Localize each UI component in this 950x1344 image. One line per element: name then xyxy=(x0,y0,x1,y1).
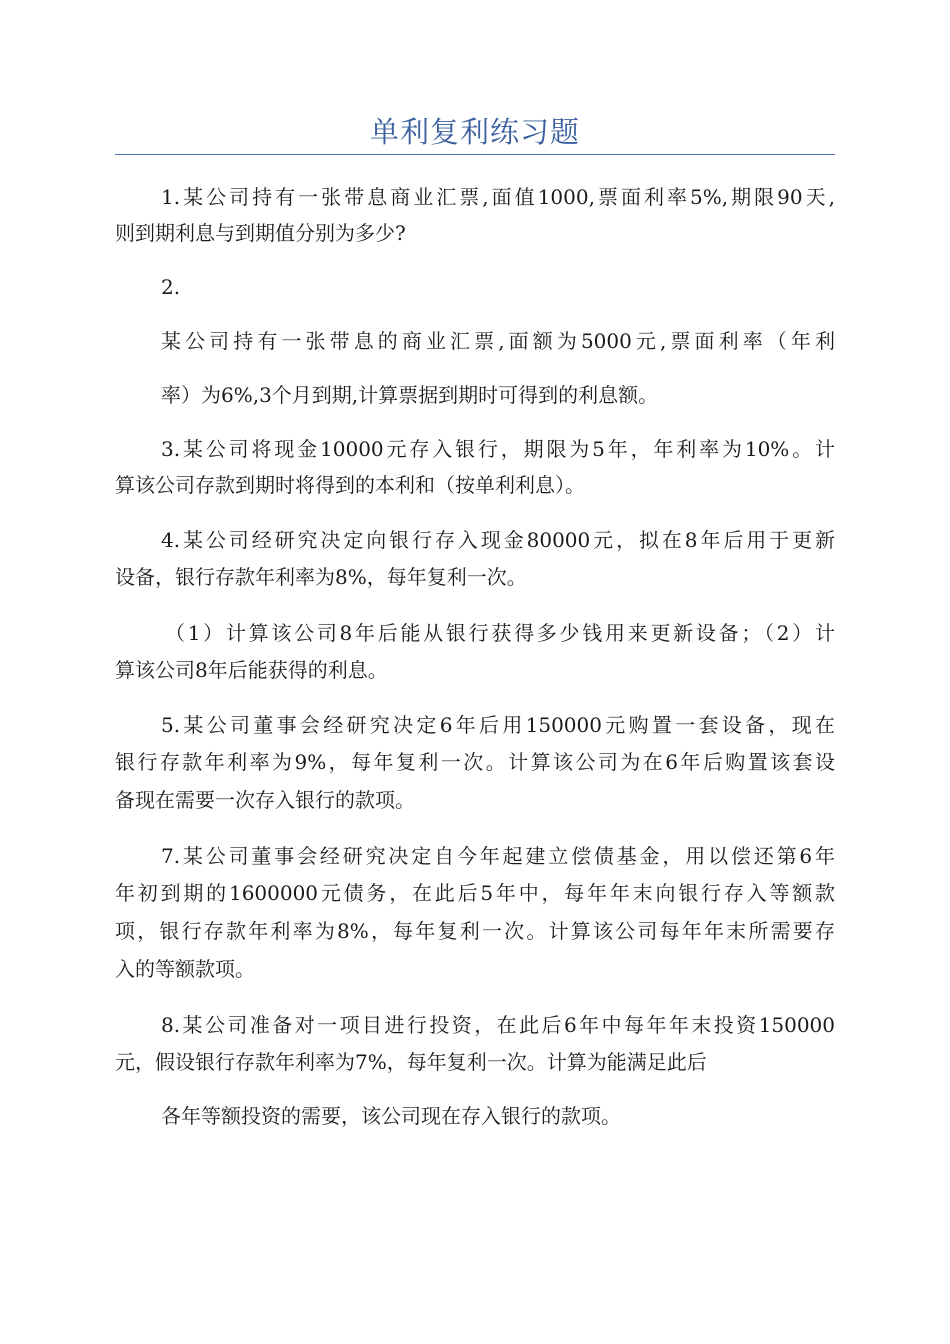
text-line: 某公司持有一张带息的商业汇票,面额为5000元,票面利率（年利 xyxy=(161,329,835,353)
text-line: 项，银行存款年利率为8%，每年复利一次。计算该公司每年年末所需要存 xyxy=(115,919,835,943)
text-line: 8.某公司准备对一项目进行投资，在此后6年中每年年末投资150000 xyxy=(161,1013,835,1037)
document-title: 单利复利练习题 xyxy=(369,115,580,149)
text-line: 5.某公司董事会经研究决定6年后用150000元购置一套设备，现在 xyxy=(161,713,835,737)
text-line: 年初到期的1600000元债务，在此后5年中，每年年末向银行存入等额款 xyxy=(115,881,835,905)
text-line: 2. xyxy=(161,275,181,299)
text-line: 银行存款年利率为9%，每年复利一次。计算该公司为在6年后购置该套设 xyxy=(115,750,835,774)
text-line: 率）为6%,3个月到期,计算票据到期时可得到的利息额。 xyxy=(161,383,659,407)
text-line: 各年等额投资的需要，该公司现在存入银行的款项。 xyxy=(161,1104,621,1128)
text-line: 设备，银行存款年利率为8%，每年复利一次。 xyxy=(115,565,527,589)
text-line: 元，假设银行存款年利率为7%，每年复利一次。计算为能满足此后 xyxy=(115,1050,707,1074)
text-line: 则到期利息与到期值分别为多少? xyxy=(115,221,406,245)
text-line: 4.某公司经研究决定向银行存入现金80000元，拟在8年后用于更新 xyxy=(161,528,835,552)
text-line: （1）计算该公司8年后能从银行获得多少钱用来更新设备；（2）计 xyxy=(165,621,835,645)
text-line: 备现在需要一次存入银行的款项。 xyxy=(115,788,415,812)
text-line: 入的等额款项。 xyxy=(115,957,255,981)
text-line: 算该公司8年后能获得的利息。 xyxy=(115,658,388,682)
text-line: 1.某公司持有一张带息商业汇票,面值1000,票面利率5%,期限90天, xyxy=(161,185,835,209)
text-line: 算该公司存款到期时将得到的本利和（按单利利息）。 xyxy=(115,473,585,497)
text-line: 3.某公司将现金10000元存入银行，期限为5年，年利率为10%。计 xyxy=(161,437,835,461)
text-line: 7.某公司董事会经研究决定自今年起建立偿债基金，用以偿还第6年 xyxy=(161,844,835,868)
title-underline xyxy=(115,154,835,155)
